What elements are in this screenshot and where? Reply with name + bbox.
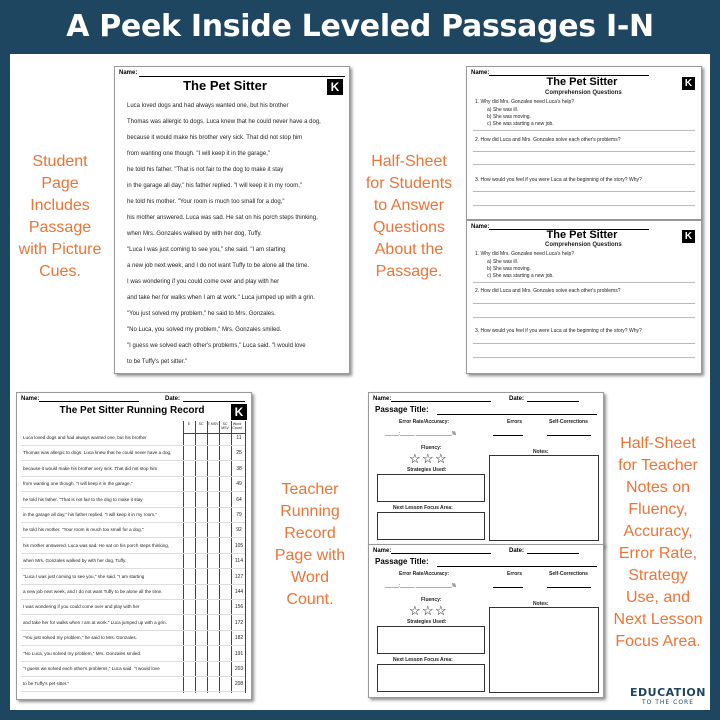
table-row-line [21, 476, 245, 477]
record-row-text: he told his father. "That is not fair to the dog to make it stay [23, 496, 143, 502]
passage-line: he told his mother. "Your room is much too small for a dog," [127, 199, 285, 205]
passage-title-line [437, 414, 597, 415]
record-row-text: Thomas was allergic to dogs. Luca knew that he could never have a dog, [23, 450, 172, 456]
record-word-count: 172 [234, 619, 244, 626]
table-header-line [183, 433, 245, 434]
record-row-text: he told his mother. "Your room is much too small for a dog," [23, 527, 144, 533]
date-line [527, 553, 579, 554]
q1-option-c: c) She was starting a new job. [487, 273, 554, 279]
record-row-text: I was wondering if you could come over and play with her [23, 604, 140, 610]
passage-title-label: Passage Title: [375, 557, 429, 566]
name-label: Name: [471, 224, 490, 230]
record-word-count: 156 [234, 604, 244, 611]
fluency-label: Fluency: [421, 445, 442, 451]
caption-line: Passage [28, 219, 92, 236]
table-row-line [21, 491, 245, 492]
q1-option-c: c) She was starting a new job. [487, 121, 554, 127]
teacher-notes-sheet-top [368, 392, 604, 546]
table-row-line [21, 630, 245, 631]
passage-line: Luca loved dogs and had always wanted one, but his brother [127, 103, 289, 109]
question-sheet-top [466, 66, 702, 220]
caption-line: Next Lesson [613, 611, 703, 628]
answer-line [473, 151, 695, 152]
record-word-count: 182 [234, 635, 244, 642]
self-corrections-line [547, 587, 591, 588]
errors-line [493, 435, 523, 436]
passage-line: a new job next week, and I do not want Tuffy to be alone all the time. [127, 263, 310, 269]
name-line [391, 553, 491, 554]
record-row-text: his mother answered. Luca was sad. He sat on his porch steps thinking, [23, 542, 170, 548]
caption-line: for Teacher [618, 457, 698, 474]
caption-line: Page [41, 175, 79, 192]
caption-line: Accuracy, [623, 523, 693, 540]
column-header: SC MSV [221, 422, 229, 430]
table-column-line [245, 421, 246, 693]
record-row-text: "Luca I was just coming to see you," she said. "I am starting [23, 573, 145, 579]
passage-line: Thomas was allergic to dogs. Luca knew that he could never have a dog, [127, 119, 321, 125]
record-word-count: 49 [236, 481, 242, 488]
caption-line: Use, and [625, 589, 691, 606]
caption-line: Error Rate, [618, 545, 698, 562]
record-word-count: 127 [234, 573, 244, 580]
table-row-line [21, 460, 245, 461]
star-icon: ☆ [422, 451, 434, 466]
passage-title: The Pet Sitter [183, 78, 267, 93]
next-lesson-label: Next Lesson Focus Area: [393, 505, 453, 511]
self-corrections-line [547, 435, 591, 436]
caption-line: for Students [365, 175, 453, 192]
question-2: 2. How did Luca and Mrs. Gonzales solve each other's problems? [475, 137, 621, 143]
record-row-text: because it would make his brother very sick. That did not stop him [23, 465, 158, 471]
star-icon: ☆ [422, 603, 434, 618]
record-word-count: 105 [234, 542, 244, 549]
notes-box [489, 607, 599, 693]
caption-line: Fluency, [628, 501, 688, 518]
answer-line [473, 191, 695, 192]
column-header: E MSV [207, 422, 219, 426]
record-row-text: "I guess we solved each other's problems," Luca said. "I would love [23, 666, 160, 671]
star-icon: ☆ [409, 451, 421, 466]
star-icon: ☆ [435, 451, 447, 466]
table-row-line [21, 568, 245, 569]
caption-line: About the [374, 241, 444, 258]
passage-line: in the garage all day," his father replied. "I will keep it in my room," [127, 183, 303, 189]
answer-line [473, 343, 695, 344]
caption-line: Student [32, 153, 88, 170]
record-word-count: 114 [235, 558, 243, 565]
date-label: Date: [509, 548, 525, 554]
record-row-text: "You just solved my problem," he said to Mrs. Gonzales. [23, 635, 137, 641]
record-word-count: 79 [236, 512, 242, 518]
table-column-line [183, 421, 184, 693]
caption-line: Notes on [625, 479, 691, 496]
question-sheet-title: The Pet Sitter [546, 229, 618, 241]
notes-box [489, 455, 599, 541]
divider [473, 130, 695, 131]
name-line [391, 401, 491, 402]
table-row-line [21, 599, 245, 600]
passage-title-line [437, 566, 597, 567]
strategies-box [377, 626, 485, 654]
record-row-text: a new job next week, and I do not want Tuffy to be alone all the time. [23, 589, 163, 594]
passage-line: he told his father. "That is not fair to the dog to make it stay [127, 167, 284, 173]
date-label: Date: [165, 396, 181, 402]
table-row-line [21, 676, 245, 677]
record-word-count: 144 [234, 589, 244, 595]
caption-line: Focus Area. [615, 633, 701, 650]
answer-line [473, 357, 695, 358]
table-row-line [21, 661, 245, 662]
question-1: 1. Why did Mrs. Gonzales need Luca's help? [475, 99, 575, 105]
caption-line: Cues. [39, 263, 81, 280]
table-row-line [21, 522, 245, 523]
question-3: 3. How would you feel if you were Luca at the beginning of the story? Why? [475, 177, 642, 183]
record-word-count: 92 [236, 527, 242, 534]
table-row-line [21, 614, 245, 615]
strategies-box [377, 474, 485, 502]
question-3: 3. How would you feel if you were Luca at the beginning of the story? Why? [475, 328, 642, 334]
table-row-line [21, 645, 245, 646]
errors-label: Errors [507, 419, 523, 425]
record-row-text: in the garage all day," his father replied. "I will keep it in my room," [23, 512, 158, 517]
passage-line: and take her for walks when I am at work." Luca jumped up with a grin. [127, 295, 315, 301]
column-header: E [187, 422, 191, 426]
caption-student-page [10, 151, 110, 283]
answer-line [473, 205, 695, 206]
teacher-notes-sheet-bottom [368, 544, 604, 698]
logo-line-2: TO THE CORE [641, 699, 694, 706]
record-word-count: 191 [234, 650, 244, 657]
date-label: Date: [509, 396, 525, 402]
passage-line: "I guess we solved each other's problems," Luca said. "I would love [127, 343, 306, 349]
strategies-label: Strategies Used: [407, 467, 447, 473]
date-line [183, 401, 245, 402]
name-label: Name: [21, 396, 40, 402]
answer-line [473, 317, 695, 318]
question-2: 2. How did Luca and Mrs. Gonzales solve each other's problems? [475, 288, 621, 294]
level-badge: K [231, 404, 247, 420]
caption-line: Passage. [375, 263, 443, 280]
caption-running-record [255, 479, 365, 611]
passage-line: from wanting one though. "I will keep it in the garage," [127, 151, 271, 157]
record-word-count: 11 [236, 435, 242, 441]
caption-line: Includes [30, 197, 90, 214]
brand-logo [630, 686, 706, 706]
name-line [39, 401, 139, 402]
table-row-line [21, 507, 245, 508]
table-row-line [21, 537, 245, 538]
name-label: Name: [471, 70, 490, 76]
notes-label: Notes: [533, 449, 549, 455]
table-column-line [231, 421, 232, 693]
divider [473, 282, 695, 283]
logo-line-1: EDUCATION [630, 686, 706, 699]
column-header: SC [198, 422, 204, 426]
record-row-text: and take her for walks when I am at work." Luca jumped up with a grin. [23, 619, 167, 625]
caption-line: Page with [274, 547, 346, 564]
record-word-count: 25 [236, 450, 242, 457]
errors-line [493, 587, 523, 588]
caption-line: Half-Sheet [620, 435, 696, 452]
caption-half-sheet-students [354, 151, 464, 283]
error-rate-fill: _____:_____ _____________% [385, 431, 457, 437]
record-row-text: "No Luca, you solved my problem," Mrs. Gonzales smiled. [23, 650, 142, 656]
level-badge: K [682, 230, 695, 243]
level-badge: K [682, 77, 695, 90]
caption-line: Strategy [628, 567, 688, 584]
strategies-label: Strategies Used: [407, 619, 447, 625]
page-title: A Peek Inside Leveled Passages I-N [66, 9, 654, 44]
error-rate-fill: _____:_____ _____________% [385, 583, 457, 589]
name-label: Name: [373, 396, 392, 402]
comprehension-heading: Comprehension Questions [545, 242, 622, 248]
question-sheet-bottom [466, 220, 702, 374]
passage-line: "Luca I was just coming to see you," she said. "I am starting [127, 247, 286, 253]
record-word-count: 38 [236, 465, 242, 472]
record-row-text: when Mrs. Gonzales walked by with her dog, Tuffy. [23, 558, 127, 564]
caption-teacher-notes [604, 433, 712, 653]
caption-line: Teacher [281, 481, 339, 498]
error-rate-label: Error Rate/Accuracy: [399, 571, 450, 577]
date-line [527, 401, 579, 402]
self-corrections-label: Self-Corrections [549, 419, 588, 425]
running-record-title: The Pet Sitter Running Record [59, 405, 205, 416]
caption-line: Running [280, 503, 340, 520]
passage-line: I was wondering if you could come over and play with her [127, 279, 280, 285]
passage-line: his mother answered. Luca was sad. He sat on his porch steps thinking, [127, 215, 318, 221]
next-lesson-box [377, 512, 485, 540]
table-row-line [21, 445, 245, 446]
q1-option-b: b) She was moving. [487, 114, 531, 120]
caption-line: Word [291, 569, 329, 586]
column-header: Word Count [232, 422, 242, 430]
record-word-count: 203 [234, 666, 244, 672]
running-record-sheet [16, 392, 252, 700]
caption-line: with Picture [18, 241, 102, 258]
table-row-line [21, 584, 245, 585]
next-lesson-label: Next Lesson Focus Area: [393, 657, 453, 663]
table-column-line [219, 421, 220, 693]
passage-line: "No Luca, you solved my problem," Mrs. Gonzales smiled. [127, 327, 282, 333]
caption-line: Record [284, 525, 336, 542]
self-corrections-label: Self-Corrections [549, 571, 588, 577]
answer-line [473, 164, 695, 165]
star-icon: ☆ [409, 603, 421, 618]
q1-option-a: a) She was ill. [487, 259, 519, 265]
table-row-line [21, 553, 245, 554]
caption-line: Half-Sheet [371, 153, 447, 170]
name-label: Name: [119, 70, 138, 76]
caption-line: to Answer [373, 197, 445, 214]
table-column-line [195, 421, 196, 693]
passage-line: because it would make his brother very sick. That did not stop him [127, 135, 303, 141]
notes-label: Notes: [533, 601, 549, 607]
star-icon: ☆ [435, 603, 447, 618]
next-lesson-box [377, 664, 485, 692]
question-sheet-title: The Pet Sitter [546, 76, 618, 88]
q1-option-b: b) She was moving. [487, 266, 531, 272]
caption-line: Count. [286, 591, 334, 608]
record-row-text: Luca loved dogs and had always wanted one, but his brother [23, 435, 147, 440]
caption-line: Questions [372, 219, 446, 236]
answer-line [473, 303, 695, 304]
student-page-sheet [114, 66, 350, 374]
table-column-line [207, 421, 208, 693]
record-word-count: 64 [236, 496, 242, 503]
comprehension-heading: Comprehension Questions [545, 90, 622, 96]
error-rate-label: Error Rate/Accuracy: [399, 419, 450, 425]
passage-line: when Mrs. Gonzales walked by with her dog, Tuffy. [127, 231, 262, 237]
name-label: Name: [373, 548, 392, 554]
passage-title-label: Passage Title: [375, 405, 429, 414]
name-line [139, 76, 345, 77]
record-row-text: to be Tuffy's pet sitter." [23, 681, 70, 687]
errors-label: Errors [507, 571, 523, 577]
table-row-line [21, 691, 245, 692]
fluency-label: Fluency: [421, 597, 442, 603]
passage-line: to be Tuffy's pet sitter." [127, 359, 188, 365]
level-badge: K [327, 79, 343, 95]
record-row-text: from wanting one though. "I will keep it in the garage," [23, 481, 133, 487]
passage-line: "You just solved my problem," he said to Mrs. Gonzales. [127, 311, 276, 317]
q1-option-a: a) She was ill. [487, 107, 519, 113]
question-1: 1. Why did Mrs. Gonzales need Luca's help? [475, 251, 575, 257]
record-word-count: 208 [234, 681, 244, 688]
